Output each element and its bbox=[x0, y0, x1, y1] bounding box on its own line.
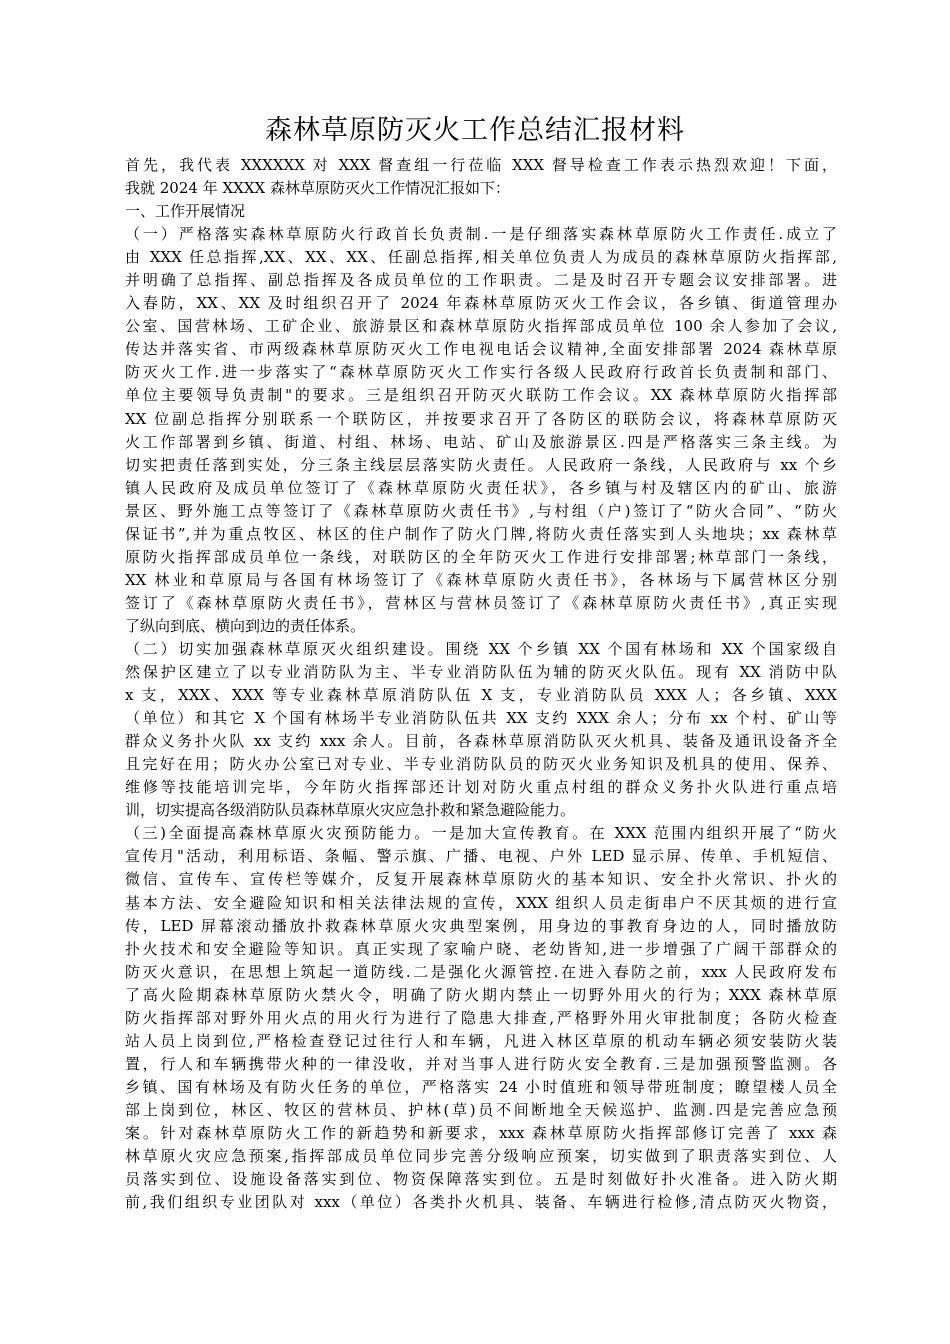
text-line: 保证书”,并为重点牧区、林区的住户制作了防火门牌,将防火责任落实到人头地块；xx 森林草 bbox=[125, 524, 837, 543]
text-line: 案。针对森林草原防火工作的新趋势和新要求，xxx 森林草原防火指挥部修订完善了 xxx 森 bbox=[125, 1123, 837, 1142]
text-line: 景区、野外施工点等签订了《森林草原防火责任书》,与村组（户)签订了“防火合同”、“防火 bbox=[125, 501, 837, 520]
text-line: 传，LED 屏幕滚动播放扑救森林草原火灾典型案例，用身边的事教育身边的人，同时播放防 bbox=[125, 916, 837, 935]
text-line: 签订了《森林草原防火责任书》，营林区与营林员签订了《森林草原防火责任书》,真正实现 bbox=[125, 593, 837, 612]
text-line: XX 位副总指挥分别联系一个联防区，并按要求召开了各防区的联防会议，将森林草原防灭 bbox=[125, 409, 837, 428]
text-line: 基本方法、安全避险知识和相关法律法规的宣传，XXX 组织人员走街串户不厌其烦的进行宣 bbox=[125, 893, 837, 912]
text-line: 宣传月"活动，利用标语、条幅、警示旗、广播、电视、户外 LED 显示屏、传单、手机短信、 bbox=[125, 847, 837, 866]
text-line: 且完好在用；防火办公室已对专业、半专业消防队员的防灭火业务知识及机具的使用、保养、 bbox=[125, 755, 837, 774]
text-line: （单位）和其它 X 个国有林场半专业消防队伍共 XX 支约 XXX 余人；分布 xx 个村、矿山等 bbox=[125, 709, 837, 728]
text-line: 公室、国营林场、工矿企业、旅游景区和森林草原防火指挥部成员单位 100 余人参加了会议, bbox=[125, 317, 837, 336]
text-line: 入春防，XX、XX 及时组织召开了 2024 年森林草原防灭火工作会议，各乡镇、街道管理办 bbox=[125, 294, 837, 313]
text-line: 然保护区建立了以专业消防队为主、半专业消防队伍为辅的防灭火队伍。现有 XX 消防中队 bbox=[125, 663, 837, 682]
text-line: 切实把责任落到实处，分三条主线层层落实防火责任。人民政府一条线，人民政府与 xx 个乡 bbox=[125, 455, 837, 474]
text-line: 镇人民政府及成员单位签订了《森林草原防火责任状》，各乡镇与村及辖区内的矿山、旅游 bbox=[125, 478, 837, 497]
text-line: （一）严格落实森林草原防火行政首长负责制.一是仔细落实森林草原防火工作责任.成立了 bbox=[125, 225, 837, 244]
text-line: 站人员上岗到位,严格检查登记过往行人和车辆，凡进入林区草原的机动车辆必须安装防火装 bbox=[125, 1031, 837, 1050]
text-line: 由 XXX 任总指挥,XX、XX、XX、任副总指挥,相关单位负责人为成员的森林草原防火指挥部, bbox=[125, 248, 837, 267]
text-line: 单位主要领导负责制"的要求。三是组织召开防灭火联防工作会议。XX 森林草原防火指挥部 bbox=[125, 386, 837, 405]
text-line: 乡镇、国有林场及有防火任务的单位，严格落实 24 小时值班和领导带班制度；瞭望楼人员全 bbox=[125, 1077, 837, 1096]
text-line: 一、工作开展情况 bbox=[125, 202, 246, 221]
text-line: 扑火技术和安全避险等知识。真正实现了家喻户晓、老幼皆知,进一步增强了广阔干部群众的 bbox=[125, 939, 837, 958]
document-body bbox=[125, 154, 837, 1214]
text-line: 防灭火工作.进一步落实了“森林草原防灭火工作实行各级人民政府行政首长负责制和部门、 bbox=[125, 363, 837, 382]
text-line: 维修等技能培训完毕，今年防火指挥部还计划对防火重点村组的群众义务扑火队进行重点培 bbox=[125, 778, 837, 797]
text-line: 置，行人和车辆携带火种的一律没收，并对当事人进行防火安全教育.三是加强预警监测。各 bbox=[125, 1054, 837, 1073]
text-line: 前,我们组织专业团队对 xxx（单位）各类扑火机具、装备、车辆进行检修,清点防灭火物资， bbox=[125, 1193, 837, 1212]
text-line: 群众义务扑火队 xx 支约 xxx 余人。目前，各森林草原消防队灭火机具、装备及通讯设备齐全 bbox=[125, 732, 837, 751]
text-line: XX 林业和草原局与各国有林场签订了《森林草原防火责任书》，各林场与下属营林区分别 bbox=[125, 570, 837, 589]
text-line: 防灭火意识，在思想上筑起一道防线.二是强化火源管控.在进入春防之前，xxx 人民政府发布 bbox=[125, 962, 837, 981]
text-line: （二）切实加强森林草原灭火组织建设。围绕 XX 个乡镇 XX 个国有林场和 XX 个国家级自 bbox=[125, 639, 837, 658]
text-line: 林草原火灾应急预案,指挥部成员单位同步完善分级响应预案，切实做到了职责落实到位、人 bbox=[125, 1147, 837, 1166]
text-line: 传达并落实省、市两级森林草原防灭火工作电视电话会议精神,全面安排部署 2024 森林草原 bbox=[125, 340, 837, 359]
text-line: 员落实到位、设施设备落实到位、物资保障落实到位。五是时刻做好扑火准备。进入防火期 bbox=[125, 1170, 837, 1189]
text-line: 训，切实提高各级消防队员森林草原火灾应急扑救和紧急避险能力。 bbox=[125, 801, 576, 820]
text-line: 首先，我代表 XXXXXX 对 XXX 督查组一行莅临 XXX 督导检查工作表示热烈欢迎！下面， bbox=[125, 156, 837, 174]
text-line: （三)全面提高森林草原火灾预防能力。一是加大宣传教育。在 XXX 范围内组织开展了“防火 bbox=[125, 824, 837, 843]
text-line: 部上岗到位，林区、牧区的营林员、护林(草)员不间断地全天候巡护、监测.四是完善应急预 bbox=[125, 1100, 837, 1119]
text-line: 原防火指挥部成员单位一条线，对联防区的全年防灭火工作进行安排部署;林草部门一条线， bbox=[125, 547, 837, 566]
text-line: x 支，XXX、XXX 等专业森林草原消防队伍 X 支，专业消防队员 XXX 人；各乡镇、XXX bbox=[125, 686, 837, 705]
text-line: 我就 2024 年 XXXX 森林草原防灭火工作情况汇报如下： bbox=[125, 179, 510, 198]
text-line: 并明确了总指挥、副总指挥及各成员单位的工作职责。二是及时召开专题会议安排部署。进 bbox=[125, 271, 837, 290]
text-line: 防火指挥部对野外用火点的用火行为进行了隐患大排查,严格野外用火审批制度；各防火检查 bbox=[125, 1008, 837, 1027]
text-line: 了纵向到底、横向到边的责任体系。 bbox=[125, 616, 366, 635]
document-title: 森林草原防灭火工作总结汇报材料 bbox=[265, 115, 685, 146]
text-line: 火工作部署到乡镇、街道、村组、林场、电站、矿山及旅游景区.四是严格落实三条主线。为 bbox=[125, 432, 837, 451]
text-line: 了高火险期森林草原防火禁火令，明确了防火期内禁止一切野外用火的行为；XXX 森林草原 bbox=[125, 985, 837, 1004]
text-line: 微信、宣传车、宣传栏等媒介，反复开展森林草原防火的基本知识、安全扑火常识、扑火的 bbox=[125, 870, 837, 889]
